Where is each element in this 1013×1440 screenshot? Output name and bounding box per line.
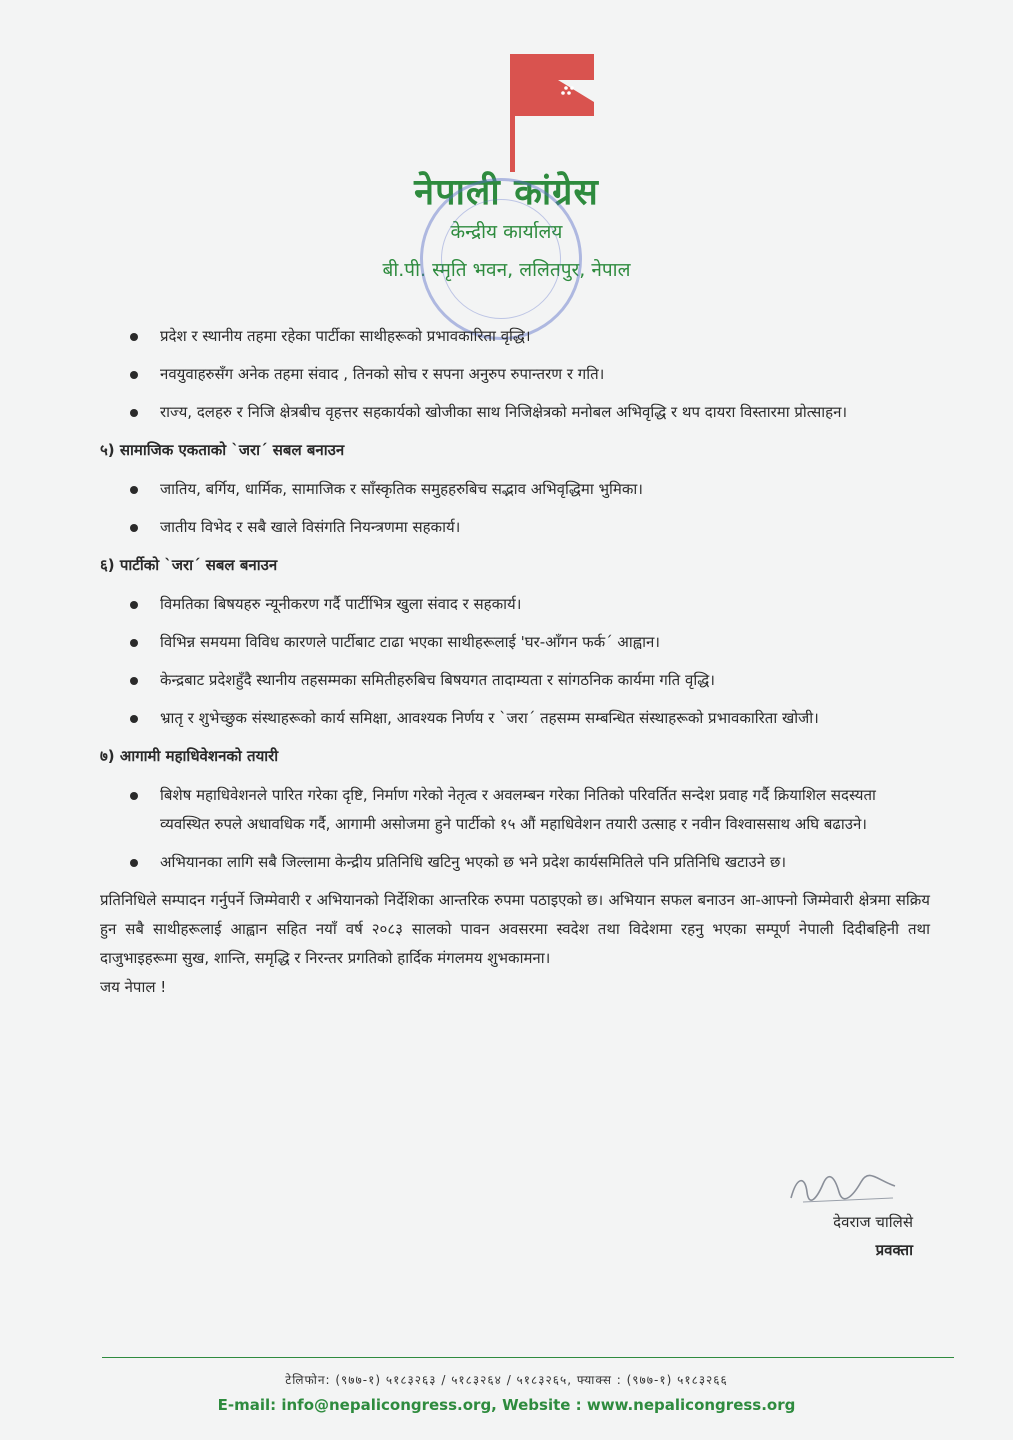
bullet-icon <box>130 677 138 685</box>
closing-paragraph: प्रतिनिधिले सम्पादन गर्नुपर्ने जिम्मेवारी र अभियानको निर्देशिका आन्तरिक रुपमा पठाइएको छ। अभियान सफल बनाउन आ-आफ्नो जिम्मेवारी क्षेत्रमा सक्रिय हुन सबै साथीहरूलाई आह्वान सहित नयाँ वर्ष २०८३ सालको पावन अवसरमा स्वदेश तथा विदेशमा रहनु भएका सम्पूर्ण नेपाली दिदीबहिनी तथा दाजुभाइहरूमा सुख, शान्ति, समृद्धि र निरन्तर प्रगतिको हार्दिक मंगलमय शुभकामना। <box>100 891 930 967</box>
bullet-icon <box>130 333 138 341</box>
list-item: जातिय, बर्गिय, धार्मिक, सामाजिक र साँस्कृतिक समुहहरुबिच सद्भाव अभिवृद्धिमा भुमिका। <box>100 475 930 504</box>
letterhead <box>0 30 1013 320</box>
bullet-icon <box>130 486 138 494</box>
footer-contact-line: E-mail: info@nepalicongress.org, Website : www.nepalicongress.org <box>217 1396 796 1414</box>
signatory-title: प्रवक्ता <box>875 1241 913 1259</box>
list-item: अभियानका लागि सबै जिल्लामा केन्द्रीय प्रतिनिधि खटिनु भएको छ भने प्रदेश कार्यसमितिले पनि प्रतिनिधि खटाउने छ। <box>100 848 930 877</box>
list-item: केन्द्रबाट प्रदेशहुँदै स्थानीय तहसम्मका समितीहरुबिच बिषयगत तादाम्यता र सांगठनिक कार्यमा गति वृद्धि। <box>100 666 930 695</box>
bullet-icon <box>130 524 138 532</box>
bullet-icon <box>130 639 138 647</box>
footer-divider <box>102 1357 954 1358</box>
document-body <box>100 322 930 1002</box>
party-name: नेपाली कांग्रेस <box>414 172 599 213</box>
bullet-icon <box>130 715 138 723</box>
list-item: नवयुवाहरुसँग अनेक तहमा संवाद , तिनको सोच र सपना अनुरुप रुपान्तरण र गति। <box>100 360 930 389</box>
bullet-icon <box>130 409 138 417</box>
footer-phone-line: टेलिफोन: (९७७-१) ५१८३२६३ / ५१८३२६४ / ५१८३२६५, फ्याक्स : (९७७-१) ५१८३२६६ <box>285 1373 728 1387</box>
section-heading: ५) सामाजिक एकताको `जरा´ सबल बनाउन <box>100 441 345 459</box>
list-item: विभिन्न समयमा विविध कारणले पार्टीबाट टाढा भएका साथीहरूलाई 'घर-आँगन फर्क´ आह्वान। <box>100 628 930 657</box>
signatory-name: देवराज चालिसे <box>833 1213 913 1231</box>
bullet-icon <box>130 859 138 867</box>
list-item: जातीय विभेद र सबै खाले विसंगति नियन्त्रणमा सहकार्य। <box>100 513 930 542</box>
office-stamp <box>420 178 582 340</box>
section-heading: ६) पार्टीको `जरा´ सबल बनाउन <box>100 556 278 574</box>
list-item: राज्य, दलहरु र निजि क्षेत्रबीच वृहत्तर सहकार्यको खोजीका साथ निजिक्षेत्रको मनोबल अभिवृद्धि र थप दायरा विस्तारमा प्रोत्साहन। <box>100 398 930 427</box>
office-name: केन्द्रीय कार्यालय <box>450 221 563 243</box>
greeting: जय नेपाल ! <box>100 978 167 996</box>
bullet-icon <box>130 601 138 609</box>
signature-block <box>713 1168 913 1264</box>
section-heading: ७) आगामी महाधिवेशनको तयारी <box>100 747 279 765</box>
bullet-icon <box>130 371 138 379</box>
list-item: प्रदेश र स्थानीय तहमा रहेका पार्टीका साथीहरूको प्रभावकारिता वृद्धि। <box>100 322 930 351</box>
bullet-icon <box>130 792 138 800</box>
list-item: भ्रातृ र शुभेच्छुक संस्थाहरूको कार्य समिक्षा, आवश्यक निर्णय र `जरा´ तहसम्म सम्बन्धित संस्थाहरूको प्रभावकारिता खोजी। <box>100 704 930 733</box>
party-flag-logo <box>498 40 608 180</box>
office-address: बी.पी. स्मृति भवन, ललितपुर, नेपाल <box>382 259 631 281</box>
list-item: बिशेष महाधिवेशनले पारित गरेका दृष्टि, निर्माण गरेको नेतृत्व र अवलम्बन गरेका नितिको परिवर्तित सन्देश प्रवाह गर्दै क्रियाशिल सदस्यता व्यवस्थित रुपले अधावधिक गर्दै, आगामी असोजमा हुने पार्टीको १५ औं महाधिवेशन तयारी उत्साह र नवीन विश्वाससाथ अघि बढाउने। <box>100 781 930 839</box>
list-item: विमतिका बिषयहरु न्यूनीकरण गर्दै पार्टीभित्र खुला संवाद र सहकार्य। <box>100 590 930 619</box>
signature-icon <box>783 1168 903 1208</box>
